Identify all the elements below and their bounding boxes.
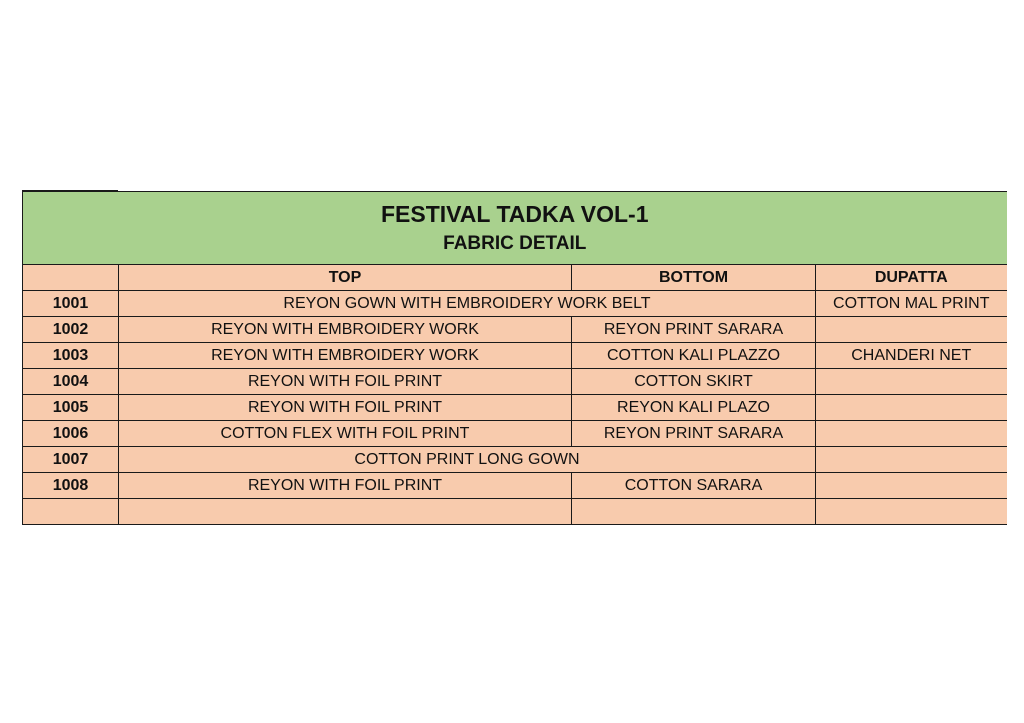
top-fabric: COTTON PRINT LONG GOWN	[119, 447, 816, 473]
design-code: 1003	[23, 343, 119, 369]
top-fabric: REYON WITH FOIL PRINT	[119, 369, 572, 395]
column-header-dupatta: DUPATTA	[816, 265, 1007, 291]
table-row	[23, 473, 1007, 499]
column-header-row	[23, 265, 1007, 291]
table-row	[23, 317, 1007, 343]
table-row	[23, 369, 1007, 395]
dupatta-fabric	[816, 369, 1007, 395]
bottom-fabric: REYON PRINT SARARA	[572, 421, 816, 447]
top-fabric: REYON WITH EMBROIDERY WORK	[119, 317, 572, 343]
table-row	[23, 395, 1007, 421]
design-code: 1006	[23, 421, 119, 447]
bottom-fabric	[572, 499, 816, 525]
top-fabric: REYON GOWN WITH EMBROIDERY WORK BELT	[119, 291, 816, 317]
dupatta-fabric: COTTON MAL PRINT	[816, 291, 1007, 317]
dupatta-fabric	[816, 499, 1007, 525]
table-row	[23, 343, 1007, 369]
bottom-fabric: COTTON SKIRT	[572, 369, 816, 395]
sheet-subtitle: FABRIC DETAIL	[443, 233, 587, 254]
dupatta-fabric	[816, 395, 1007, 421]
table-row-empty	[23, 499, 1007, 525]
title-row	[23, 192, 1007, 265]
column-header-code	[23, 265, 119, 291]
top-fabric: REYON WITH FOIL PRINT	[119, 395, 572, 421]
design-code: 1001	[23, 291, 119, 317]
column-header-top: TOP	[119, 265, 572, 291]
top-fabric: COTTON FLEX WITH FOIL PRINT	[119, 421, 572, 447]
design-code: 1007	[23, 447, 119, 473]
bottom-fabric: COTTON KALI PLAZZO	[572, 343, 816, 369]
bottom-fabric: COTTON SARARA	[572, 473, 816, 499]
table-row	[23, 447, 1007, 473]
top-fabric: REYON WITH EMBROIDERY WORK	[119, 343, 572, 369]
dupatta-fabric: CHANDERI NET	[816, 343, 1007, 369]
design-code: 1004	[23, 369, 119, 395]
dupatta-fabric	[816, 421, 1007, 447]
title-cell	[23, 192, 1007, 265]
dupatta-fabric	[816, 473, 1007, 499]
table-row	[23, 421, 1007, 447]
design-code: 1008	[23, 473, 119, 499]
design-code	[23, 499, 119, 525]
dupatta-fabric	[816, 317, 1007, 343]
design-code: 1005	[23, 395, 119, 421]
dupatta-fabric	[816, 447, 1007, 473]
top-fabric: REYON WITH FOIL PRINT	[119, 473, 572, 499]
bottom-fabric: REYON KALI PLAZO	[572, 395, 816, 421]
column-header-bottom: BOTTOM	[572, 265, 816, 291]
top-fabric	[119, 499, 572, 525]
sheet-title: FESTIVAL TADKA VOL-1	[381, 201, 649, 228]
fabric-detail-table	[22, 191, 1007, 525]
table-row	[23, 291, 1007, 317]
bottom-fabric: REYON PRINT SARARA	[572, 317, 816, 343]
design-code: 1002	[23, 317, 119, 343]
